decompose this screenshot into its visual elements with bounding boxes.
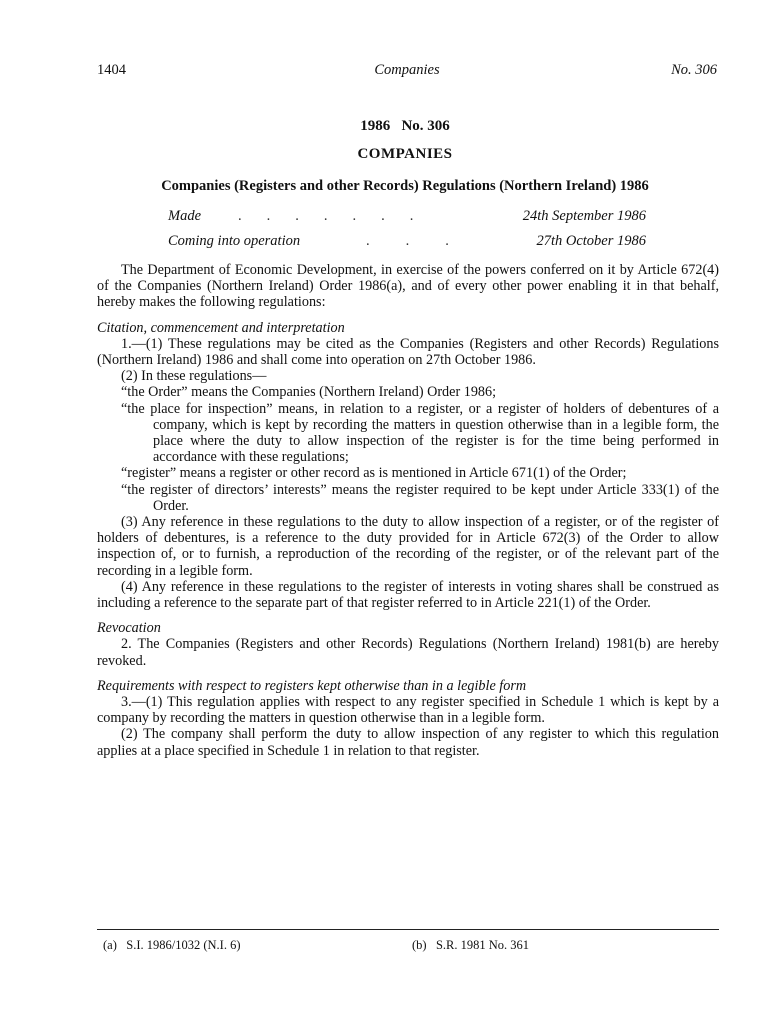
definition: “register” means a register or other record as is mentioned in Article 671(1) of the Order; (121, 465, 627, 482)
regulation-paragraph: 3.—(1) This regulation applies with respect to any register specified in Schedule 1 which is kept by a company by recording the matters in question otherwise than in a legible form. (97, 694, 719, 727)
dot-leader: ... (366, 233, 485, 249)
made-label: Made (168, 208, 202, 224)
dot-leader: ....... (238, 208, 439, 224)
section-heading: Citation, commencement and interpretation (97, 319, 345, 336)
definition: “the place for inspection” means, in relation to a register, or a register of holders of debentures of a company, which is kept by recording the matters in question otherwise than in a legible form, the place where the duty to allow inspection of the register is for the time being performed in accordance with these regulations; (121, 400, 719, 466)
section-heading: Requirements with respect to registers kept otherwise than in a legible form (97, 677, 527, 694)
footnote-b: (b) S.R. 1981 No. 361 (412, 938, 530, 952)
regulation-paragraph: (4) Any reference in these regulations to the register of interests in voting shares shall be construed as including a reference to the separate part of that register referred to in Article 221(1) of the Order. (97, 578, 719, 612)
definition: “the Order” means the Companies (Northern Ireland) Order 1986; (121, 384, 497, 401)
running-header (97, 62, 717, 82)
year-and-number: 1986 No. 306 (360, 118, 450, 134)
made-date: 24th September 1986 (522, 208, 646, 224)
operation-label: Coming into operation (168, 233, 301, 249)
page-number: 1404 (97, 62, 126, 78)
category-heading: COMPANIES (357, 146, 453, 162)
instrument-title: Companies (Registers and other Records) Regulations (Northern Ireland) 1986 (161, 178, 649, 194)
instrument-number: No. 306 (671, 62, 717, 78)
footnote-a: (a) S.I. 1986/1032 (N.I. 6) (103, 938, 241, 952)
operation-date-row (168, 233, 646, 253)
footnote-divider (97, 929, 719, 930)
operation-date: 27th October 1986 (536, 233, 646, 249)
regulation-paragraph: 1.—(1) These regulations may be cited as the Companies (Registers and other Records) Regulations (Northern Ireland) 1986 and shall come into operation on 27th October 1986. (97, 335, 719, 369)
section-heading: Revocation (97, 620, 161, 637)
regulation-paragraph: (2) The company shall perform the duty to allow inspection of any register to which this regulation applies at a place specified in Schedule 1 in relation to that register. (97, 726, 719, 759)
running-title: Companies (374, 62, 440, 78)
regulation-paragraph: (3) Any reference in these regulations to the duty to allow inspection of a register, or of the register of holders of debentures, is a reference to the duty provided for in Article 672(3) of the Order to allow inspection of, or to furnish, a reproduction of the recording of the register, or of the relevant part of the recording in a legible form. (97, 514, 719, 579)
made-date-row (168, 208, 646, 228)
regulation-paragraph: (2) In these regulations— (121, 368, 267, 385)
regulation-body (97, 262, 719, 759)
preamble: The Department of Economic Development, in exercise of the powers conferred on it by Article 672(4) of the Companies (Northern Ireland) Order 1986(a), and of every other power enabling it in that behalf, hereby makes the following regulations: (97, 262, 719, 311)
regulation-paragraph: 2. The Companies (Registers and other Records) Regulations (Northern Ireland) 1981(b) are hereby revoked. (97, 636, 719, 669)
definition: “the register of directors’ interests” means the register required to be kept under Article 333(1) of the Order. (121, 481, 719, 514)
